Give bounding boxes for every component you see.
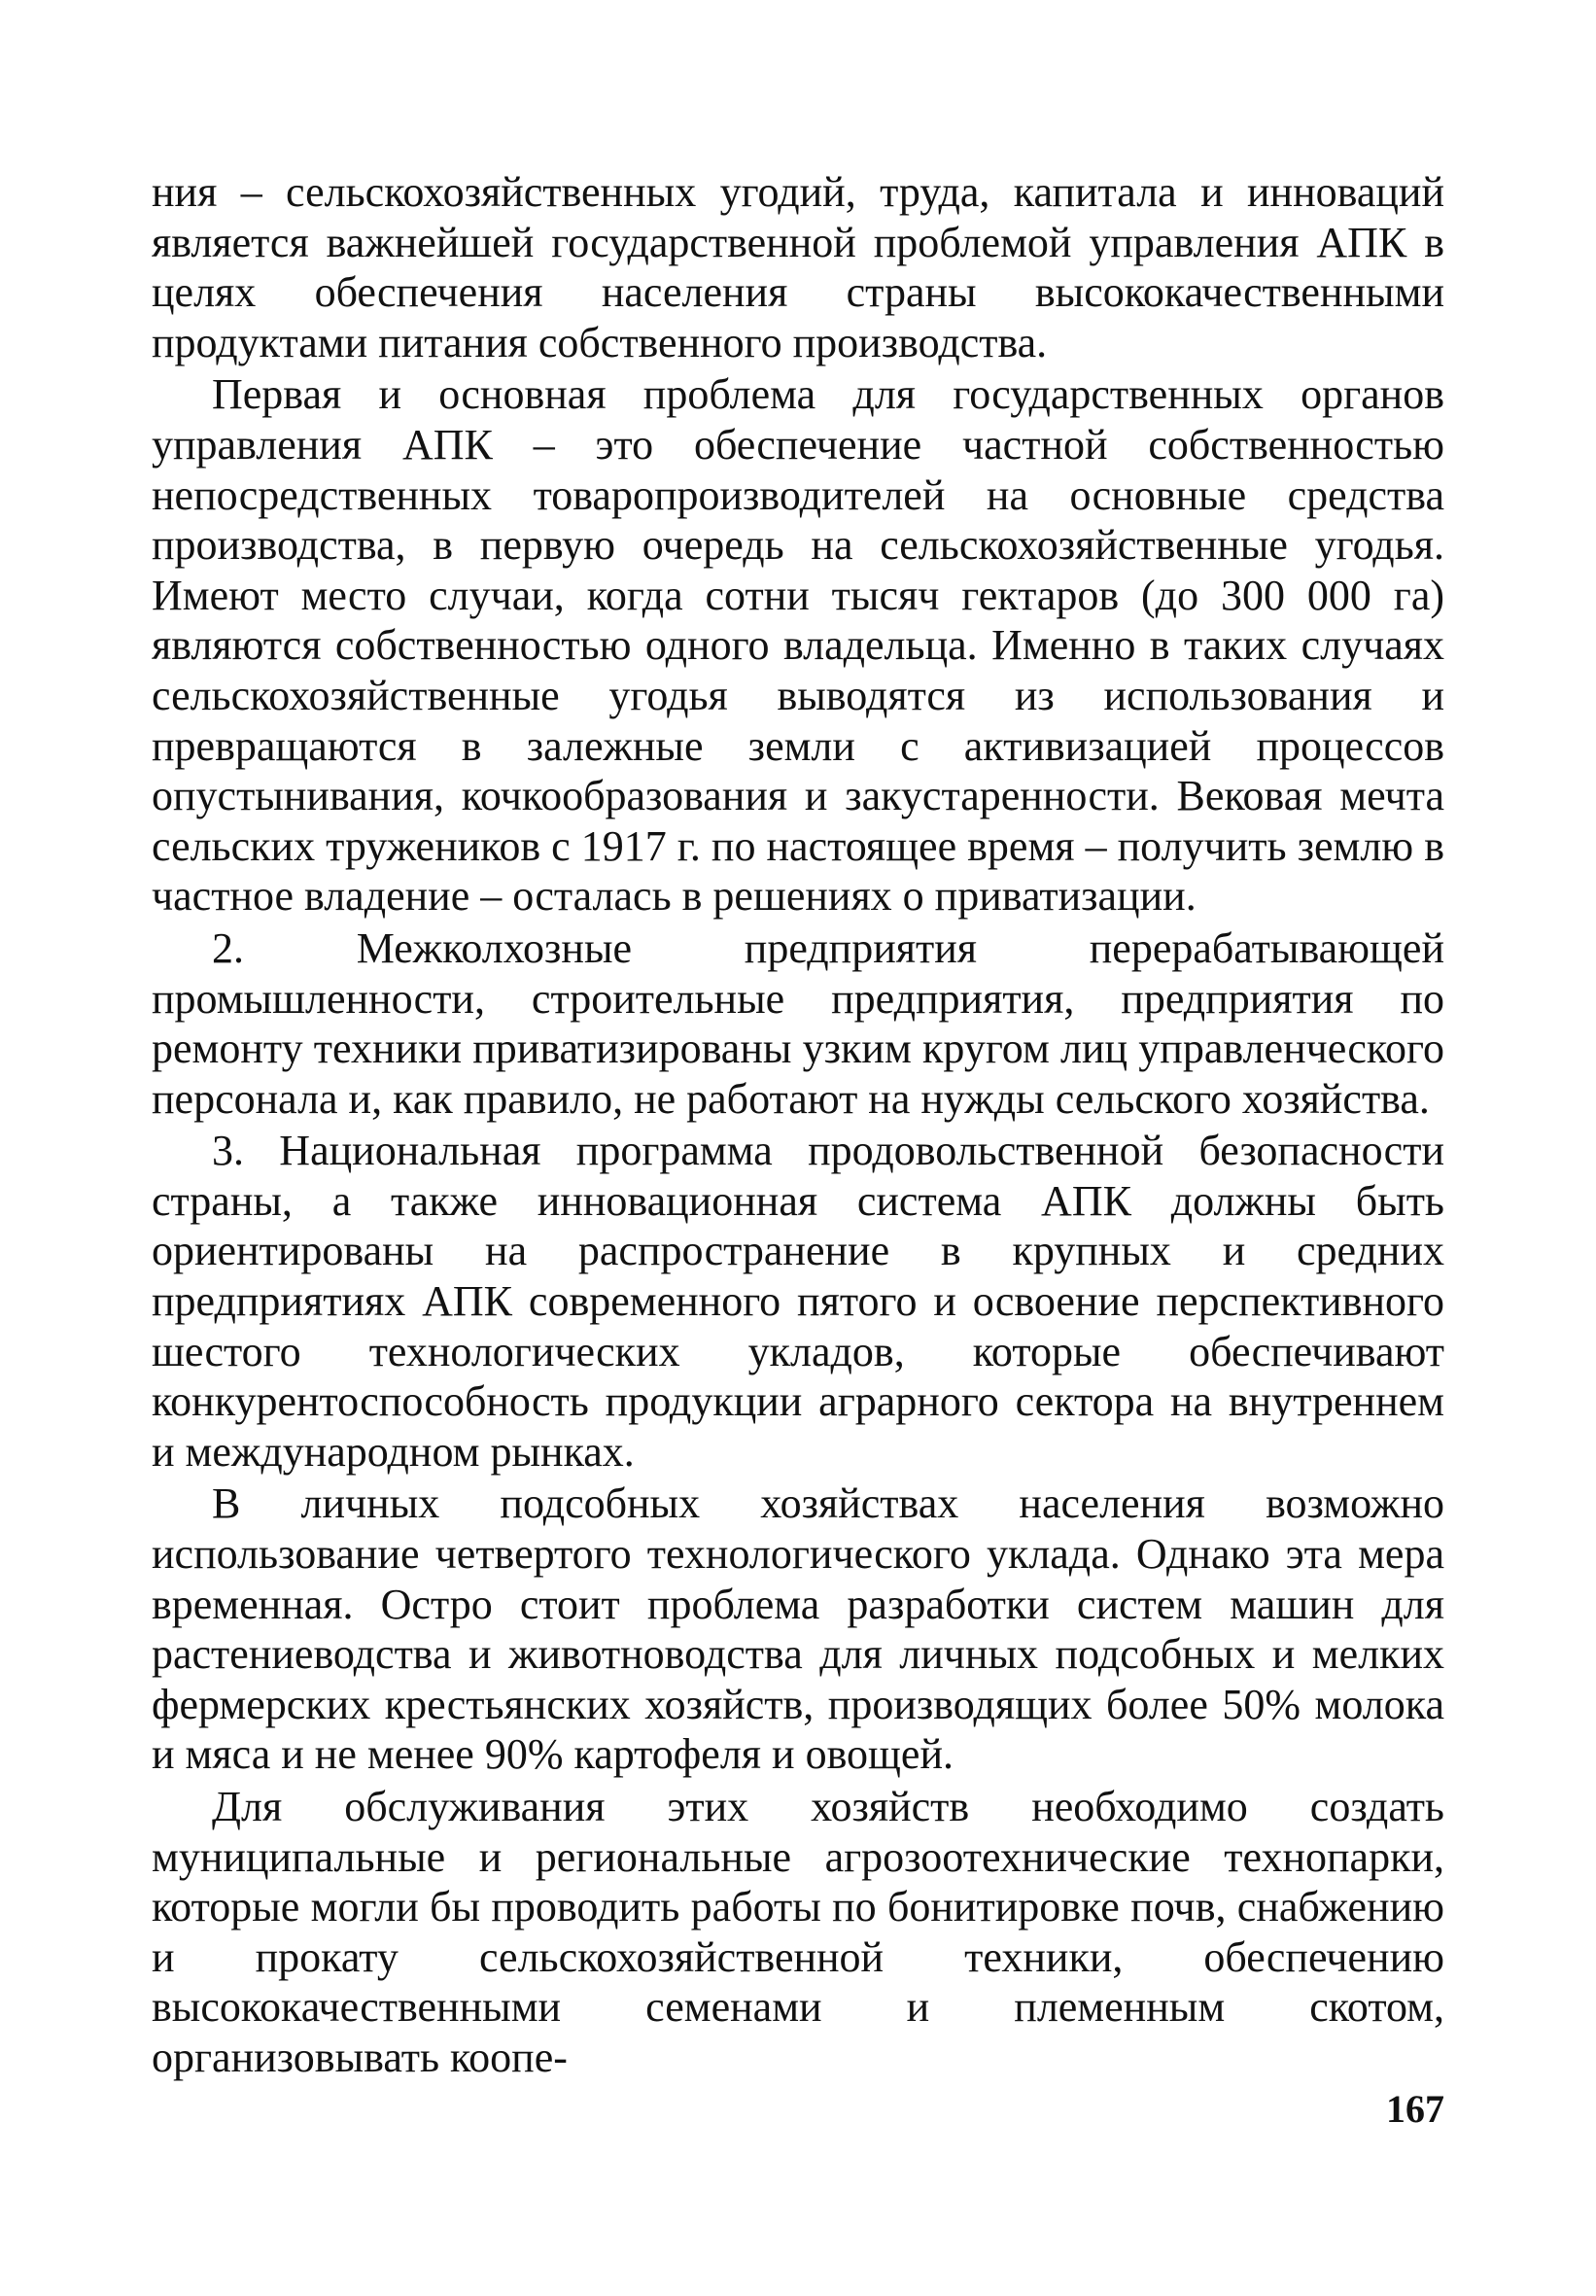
paragraph-ownership-problem: Первая и основная проблема для государственных органов управления АПК – это обеспечение частной собственностью непосредственных товаропроизводителей на основные средства производства, в первую очередь на сельскохозяйственные угодья. Имеют место случаи, когда сотни тысяч гектаров (до 300 000 га) являются собственностью одного владельца. Именно в таких случаях сельскохозяйственные угодья выводятся из использования и превращаются в залежные земли с активизацией процессов опустынивания, кочкообразования и закустаренности. Вековая мечта сельских тружеников с 1917 г. по настоящее время – получить землю в частное владение – осталась в решениях о приватизации. [152, 370, 1444, 921]
paragraph-household-farms: В личных подсобных хозяйствах населения возможно использование четвертого технологического уклада. Однако эта мера временная. Остро стоит проблема разработки систем машин для растениеводства и животноводства для личных подсобных и мелких фермерских крестьянских хозяйств, производящих более 50% молока и мяса и не менее 90% картофеля и овощей. [152, 1479, 1444, 1779]
page-number: 167 [1386, 2087, 1444, 2131]
paragraph-technoparks: Для обслуживания этих хозяйств необходимо создать муниципальные и региональные агрозоотехнические технопарки, которые могли бы проводить работы по бонитировке почв, снабжению и прокату сельскохозяйственной техники, обеспечению высококачественными семенами и племенным скотом, организовывать коопе- [152, 1783, 1444, 2081]
paragraph-item-2: 2. Межколхозные предприятия перерабатывающей промышленности, строительные предприятия, предприятия по ремонту техники приватизированы узким кругом лиц управленческого персонала и, как правило, не работают на нужды сельского хозяйства. [152, 923, 1444, 1123]
paragraph-item-3: 3. Национальная программа продовольственной безопасности страны, а также инновационная система АПК должны быть ориентированы на распространение в крупных и средних предприятиях АПК современного пятого и освоение перспективного шестого технологических укладов, которые обеспечивают конкурентоспособность продукции аграрного сектора на внутреннем и международном рынках. [152, 1127, 1444, 1476]
paragraph-continuation: ния – сельскохозяйственных угодий, труда, капитала и инноваций является важнейшей государственной проблемой управления АПК в целях обеспечения населения страны высококачественными продуктами питания собственного производства. [152, 168, 1444, 366]
body-text [152, 167, 1444, 2083]
